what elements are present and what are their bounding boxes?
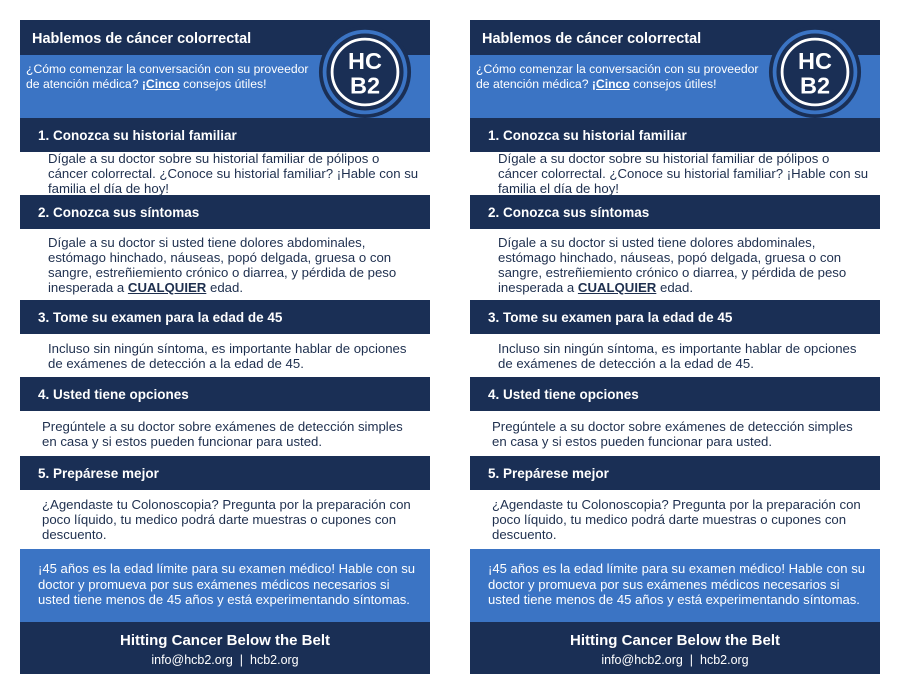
section-2-text-b: edad. xyxy=(656,279,693,295)
section-4-heading: 4. Usted tiene opciones xyxy=(38,386,189,402)
card-footer xyxy=(470,622,880,674)
intro-text: ¿Cómo comenzar la conversación con su proveedor de atención médica? xyxy=(476,62,759,91)
section-2-heading: 2. Conozca sus síntomas xyxy=(38,204,200,220)
intro-text: ¿Cómo comenzar la conversación con su proveedor de atención médica? xyxy=(26,62,309,91)
footer-contact: info@hcb2.org | hcb2.org xyxy=(601,653,749,667)
section-2-text xyxy=(48,235,420,295)
hcb2-logo-icon xyxy=(318,25,412,119)
section-4-body xyxy=(470,411,880,456)
logo-top-text: HC xyxy=(348,48,382,75)
section-3-heading: 3. Tome su examen para la edad de 45 xyxy=(488,309,733,325)
logo-bottom-text: B2 xyxy=(349,72,381,99)
section-2-text xyxy=(498,235,870,295)
section-2-text-b: edad. xyxy=(206,279,243,295)
section-2-text-a: Dígale a su doctor si usted tiene dolores abdominales, estómago hinchado, náuseas, popó delgada, gruesa o con sangre, estreñiemiento crónico o diarrea, y pérdida de peso inesperada a xyxy=(48,234,397,295)
footer-org-name: Hitting Cancer Below the Belt xyxy=(119,632,331,649)
intro-text-end: consejos útiles! xyxy=(629,77,717,91)
section-3-body xyxy=(20,334,430,377)
logo-top-text: HC xyxy=(798,48,832,75)
footer-contact: info@hcb2.org | hcb2.org xyxy=(151,653,299,667)
section-2-text-a: Dígale a su doctor si usted tiene dolores abdominales, estómago hinchado, náuseas, popó delgada, gruesa o con sangre, estreñiemiento crónico o diarrea, y pérdida de peso inesperada a xyxy=(498,234,847,295)
section-4-heading: 4. Usted tiene opciones xyxy=(488,386,639,402)
section-1-heading: 1. Conozca su historial familiar xyxy=(488,127,687,143)
section-3-text: Incluso sin ningún síntoma, es importante hablar de opciones de exámenes de detección a la edad de 45. xyxy=(48,340,407,371)
closing-message: ¡45 años es la edad límite para su examen médico! Hable con su doctor y promueva por sus exámenes médicos necesarios si usted tiene menos de 45 años y está experimentando síntomas. xyxy=(470,549,880,622)
section-3-body xyxy=(470,334,880,377)
card-footer xyxy=(20,622,430,674)
section-1-body xyxy=(470,152,880,195)
section-4-text: Pregúntele a su doctor sobre exámenes de detección simples en casa y si estos pueden funcionar para usted. xyxy=(492,418,853,449)
section-2-body xyxy=(470,229,880,300)
info-card-left xyxy=(20,20,430,674)
section-1-heading: 1. Conozca su historial familiar xyxy=(38,127,237,143)
info-card-right xyxy=(470,20,880,674)
section-4-body xyxy=(20,411,430,456)
section-4-text: Pregúntele a su doctor sobre exámenes de detección simples en casa y si estos pueden funcionar para usted. xyxy=(42,418,403,449)
logo-bottom-text: B2 xyxy=(799,72,831,99)
intro-text-end: consejos útiles! xyxy=(179,77,267,91)
card-title: Hablemos de cáncer colorrectal xyxy=(482,31,702,47)
card-title: Hablemos de cáncer colorrectal xyxy=(32,31,252,47)
section-5-body xyxy=(470,490,880,549)
section-5-heading: 5. Prepárese mejor xyxy=(488,465,609,481)
intro-emphasis: ¡Cinco xyxy=(591,77,630,91)
section-5-heading: 5. Prepárese mejor xyxy=(38,465,159,481)
section-5-body xyxy=(20,490,430,549)
section-2-emphasis: CUALQUIER xyxy=(577,279,657,295)
section-2-body xyxy=(20,229,430,300)
section-3-text: Incluso sin ningún síntoma, es importante hablar de opciones de exámenes de detección a la edad de 45. xyxy=(498,340,857,371)
hcb2-logo-icon xyxy=(768,25,862,119)
section-5-text: ¿Agendaste tu Colonoscopia? Pregunta por la preparación con poco líquido, tu medico podrá darte muestras o cupones con descuento. xyxy=(492,497,861,542)
section-5-text: ¿Agendaste tu Colonoscopia? Pregunta por la preparación con poco líquido, tu medico podrá darte muestras o cupones con descuento. xyxy=(42,497,411,542)
section-1-text: Dígale a su doctor sobre su historial familiar de pólipos o cáncer colorrectal. ¿Conoce su historial familiar? ¡Hable con su familia el día de hoy! xyxy=(48,151,419,196)
intro-emphasis: ¡Cinco xyxy=(141,77,180,91)
section-2-emphasis: CUALQUIER xyxy=(127,279,207,295)
footer-org-name: Hitting Cancer Below the Belt xyxy=(569,632,781,649)
section-1-text: Dígale a su doctor sobre su historial familiar de pólipos o cáncer colorrectal. ¿Conoce su historial familiar? ¡Hable con su familia el día de hoy! xyxy=(498,151,869,196)
closing-message: ¡45 años es la edad límite para su examen médico! Hable con su doctor y promueva por sus exámenes médicos necesarios si usted tiene menos de 45 años y está experimentando síntomas. xyxy=(20,549,430,622)
section-2-heading: 2. Conozca sus síntomas xyxy=(488,204,650,220)
section-3-heading: 3. Tome su examen para la edad de 45 xyxy=(38,309,283,325)
section-1-body xyxy=(20,152,430,195)
